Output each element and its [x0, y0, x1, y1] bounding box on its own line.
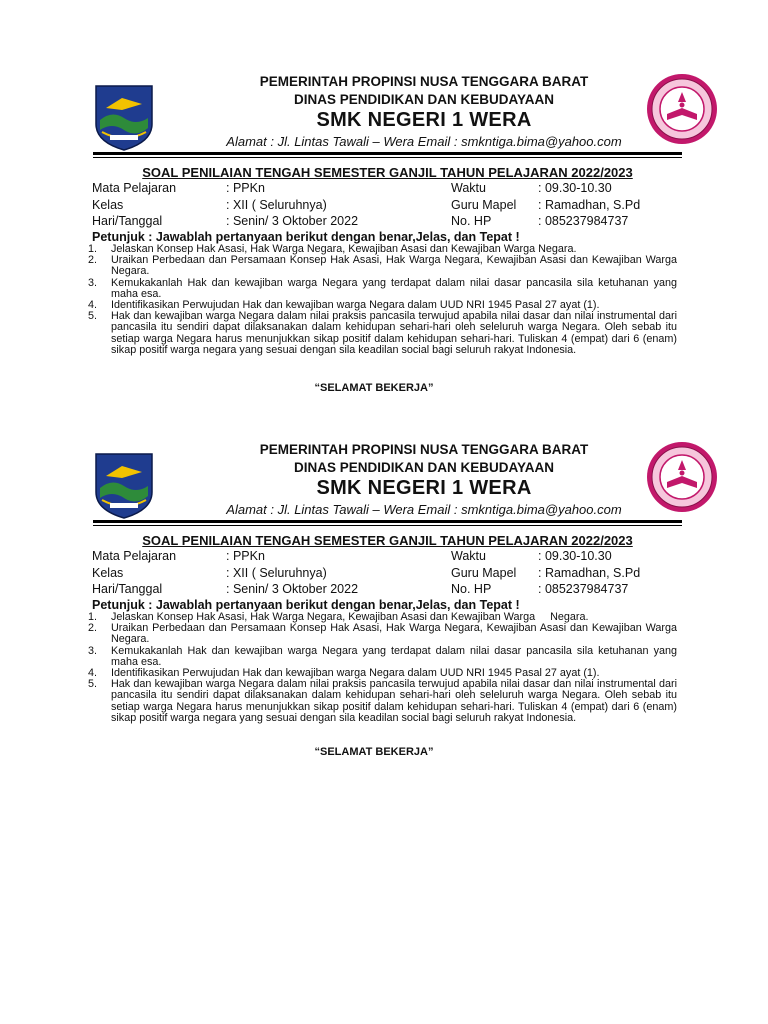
- question-text: Hak dan kewajiban warga Negara dalam nilai praksis pancasila terwujud apabila nilai dasar dan nilai instrumental dari pancasila itu sendiri dapat dilaksanakan dalam kehidupan sehari-hari oleh seleluruh warga Negara. Oleh sebab itu setiap warga Negara harus menunjukkan sikap positif dalam kehidupan sehari-hari. Tuliskan 4 (empat) dari 6 (enam) sikap positif warga negara yang sesuai dengan sila keadilan social bagi seluruh rakyat Indonesia.: [111, 678, 677, 724]
- government-heading: PEMERINTAH PROPINSI NUSA TENGGARA BARAT: [259, 74, 589, 89]
- class-value: : XII ( Seluruhnya): [226, 197, 327, 212]
- school-name: SMK NEGERI 1 WERA: [316, 477, 532, 499]
- phone-value: : 085237984737: [538, 214, 629, 228]
- question-item: [88, 622, 677, 646]
- school-address: Alamat : Jl. Lintas Tawali – Wera Email : smkntiga.bima@yahoo.com: [226, 134, 622, 149]
- info-row: [92, 197, 692, 214]
- time-label: Waktu: [451, 549, 486, 563]
- question-number: 4.: [88, 299, 98, 312]
- header-divider-thick: [93, 520, 682, 523]
- question-text: Uraikan Perbedaan dan Persamaan Konsep Hak Asasi, Hak Warga Negara, Kewajiban Asasi dan Kewajiban Warga Negara.: [111, 622, 677, 646]
- school-seal-icon: [645, 440, 719, 514]
- question-number: 1.: [88, 243, 98, 255]
- class-label: Kelas: [92, 565, 124, 580]
- question-text: Identifikasikan Perwujudan Hak dan kewajiban warga Negara dalam UUD NRI 1945 Pasal 27 ayat (1).: [111, 299, 600, 312]
- instructions: Petunjuk : Jawablah pertanyaan berikut dengan benar,Jelas, dan Tepat !: [92, 598, 520, 612]
- header-divider-thin: [93, 157, 682, 158]
- teacher-label: Guru Mapel: [451, 565, 517, 580]
- question-number: 3.: [88, 276, 98, 289]
- instructions: Petunjuk : Jawablah pertanyaan berikut dengan benar,Jelas, dan Tepat !: [92, 230, 520, 244]
- subject-label: Mata Pelajaran: [92, 181, 177, 195]
- teacher-value: : Ramadhan, S.Pd: [538, 197, 641, 212]
- question-item: [88, 276, 677, 300]
- question-number: 5.: [88, 310, 98, 323]
- date-label: Hari/Tanggal: [92, 214, 163, 228]
- question-text: Uraikan Perbedaan dan Persamaan Konsep Hak Asasi, Hak Warga Negara, Kewajiban Asasi dan Kewajiban Warga Negara.: [111, 254, 677, 278]
- time-label: Waktu: [451, 181, 486, 195]
- time-value: : 09.30-10.30: [538, 549, 612, 563]
- closing-text: “SELAMAT BEKERJA”: [314, 746, 434, 758]
- department-heading: DINAS PENDIDIKAN DAN KEBUDAYAAN: [293, 92, 555, 107]
- info-row: [92, 581, 692, 598]
- question-number: 2.: [88, 254, 98, 267]
- question-item: [88, 254, 677, 278]
- phone-value: : 085237984737: [538, 582, 629, 596]
- phone-label: No. HP: [451, 214, 492, 228]
- school-name: SMK NEGERI 1 WERA: [316, 109, 532, 131]
- department-heading: DINAS PENDIDIKAN DAN KEBUDAYAAN: [293, 460, 555, 475]
- teacher-label: Guru Mapel: [451, 197, 517, 212]
- header-divider-thin: [93, 525, 682, 526]
- question-text: Kemukakanlah Hak dan kewajiban warga Negara yang terdapat dalam nilai dasar pancasila sila ketuhanan yang maha esa.: [111, 276, 677, 300]
- date-value: : Senin/ 3 Oktober 2022: [226, 214, 359, 228]
- question-number: 1.: [88, 611, 98, 623]
- school-seal-icon: [645, 72, 719, 146]
- question-text: Jelaskan Konsep Hak Asasi, Hak Warga Negara, Kewajiban Asasi dan Kewajiban Warga Negara.: [111, 611, 589, 623]
- question-number: 5.: [88, 678, 98, 691]
- date-value: : Senin/ 3 Oktober 2022: [226, 582, 359, 596]
- question-text: Hak dan kewajiban warga Negara dalam nilai praksis pancasila terwujud apabila nilai dasar dan nilai instrumental dari pancasila itu sendiri dapat dilaksanakan dalam kehidupan sehari-hari oleh seleluruh warga Negara. Oleh sebab itu setiap warga Negara harus menunjukkan sikap positif dalam kehidupan sehari-hari. Tuliskan 4 (empat) dari 6 (enam) sikap positif warga negara yang sesuai dengan sila keadilan social bagi seluruh rakyat Indonesia.: [111, 310, 677, 356]
- question-text: Identifikasikan Perwujudan Hak dan kewajiban warga Negara dalam UUD NRI 1945 Pasal 27 ayat (1).: [111, 667, 600, 680]
- school-address: Alamat : Jl. Lintas Tawali – Wera Email : smkntiga.bima@yahoo.com: [226, 502, 622, 517]
- header-divider-thick: [93, 152, 682, 155]
- phone-label: No. HP: [451, 582, 492, 596]
- question-number: 2.: [88, 622, 98, 635]
- info-row: [92, 180, 692, 197]
- question-item: [88, 678, 677, 724]
- government-heading: PEMERINTAH PROPINSI NUSA TENGGARA BARAT: [259, 442, 589, 457]
- exam-info-table: [92, 548, 692, 598]
- question-item: [88, 644, 677, 668]
- info-row: [92, 213, 692, 230]
- exam-sheet-2: [0, 430, 768, 810]
- subject-value: : PPKn: [226, 549, 265, 563]
- subject-value: : PPKn: [226, 181, 265, 195]
- question-number: 4.: [88, 667, 98, 680]
- teacher-value: : Ramadhan, S.Pd: [538, 565, 641, 580]
- closing-text: “SELAMAT BEKERJA”: [314, 382, 434, 394]
- exam-title: SOAL PENILAIAN TENGAH SEMESTER GANJIL TAHUN PELAJARAN 2022/2023: [142, 533, 633, 548]
- class-value: : XII ( Seluruhnya): [226, 565, 327, 580]
- exam-sheet-1: [0, 62, 768, 442]
- question-list: [88, 611, 677, 724]
- time-value: : 09.30-10.30: [538, 181, 612, 195]
- question-list: [88, 243, 677, 356]
- question-text: Jelaskan Konsep Hak Asasi, Hak Warga Negara, Kewajiban Asasi dan Kewajiban Warga Negara.: [111, 243, 577, 255]
- info-row: [92, 548, 692, 565]
- info-row: [92, 565, 692, 582]
- class-label: Kelas: [92, 197, 124, 212]
- question-item: [88, 310, 677, 356]
- question-number: 3.: [88, 644, 98, 657]
- date-label: Hari/Tanggal: [92, 582, 163, 596]
- subject-label: Mata Pelajaran: [92, 549, 177, 563]
- exam-title: SOAL PENILAIAN TENGAH SEMESTER GANJIL TAHUN PELAJARAN 2022/2023: [142, 165, 633, 180]
- question-text: Kemukakanlah Hak dan kewajiban warga Negara yang terdapat dalam nilai dasar pancasila sila ketuhanan yang maha esa.: [111, 644, 677, 668]
- exam-info-table: [92, 180, 692, 230]
